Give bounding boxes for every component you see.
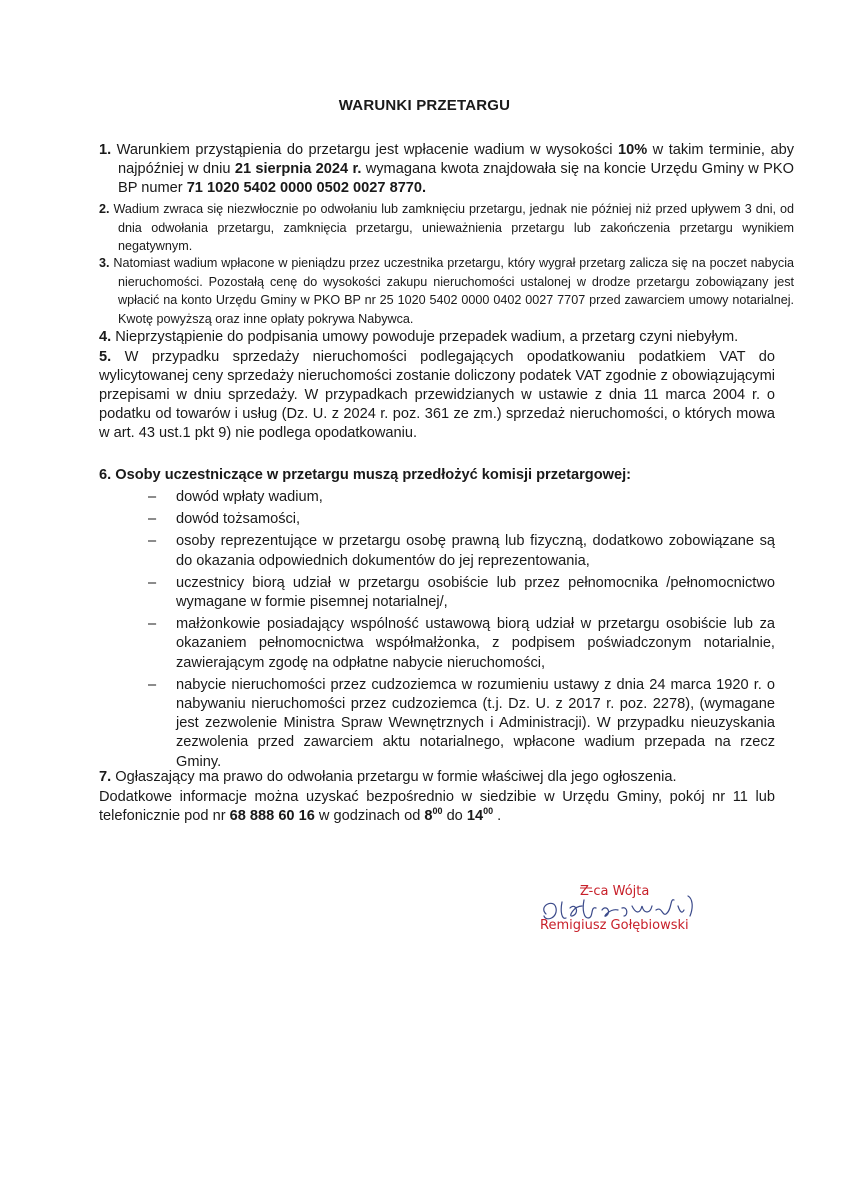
condition-text: Ogłaszający ma prawo do odwołania przetargu w formie właściwej dla jego ogłoszenia. (111, 769, 677, 785)
condition-4 (99, 328, 775, 347)
condition-number: 7. (99, 769, 112, 785)
list-item-text: nabycie nieruchomości przez cudzoziemca w rozumieniu ustawy z dnia 24 marca 1920 r. o nabywaniu nieruchomości przez cudzoziemca (t.j. Dz. U. z 2017 r. poz. 2278), (wymagane jest zezwolenie Ministra Spraw Wewnętrznych i Administracji). W przypadku nieuzyskania zezwolenia przed zawarciem aktu notarialnego, wpłacone wadium przepada na rzecz Gminy. (176, 676, 775, 770)
hours-from: $8^{00}$ (424, 806, 443, 824)
deposit-percent: 10% (617, 142, 648, 158)
bank-account-number: 71 1020 5402 0000 0502 0027 8770. (186, 180, 427, 196)
condition-1 (99, 141, 794, 198)
dash-bullet: – (148, 533, 157, 550)
contact-info (99, 788, 775, 826)
condition-number: 5. (99, 349, 112, 365)
list-item (148, 532, 775, 570)
condition-3 (99, 254, 794, 328)
list-item-text: dowód tożsamości, (176, 511, 301, 528)
dash-bullet: – (148, 574, 157, 591)
dash-bullet: – (148, 616, 157, 633)
condition-text: Nieprzystąpienie do podpisania umowy powoduje przepadek wadium, a przetarg czyni niebyłym. (111, 329, 739, 345)
contact-text: Dodatkowe informacje można uzyskać bezpośrednio w siedzibie w Urzędu Gminy, pokój nr 11 lub telefonicznie pod nr (99, 789, 775, 824)
hours-to: $14^{00}$ (466, 806, 494, 824)
condition-text: Warunkiem przystąpienia do przetargu jest wpłacenie wadium w wysokości (116, 142, 618, 158)
signature-role: Z-ca Wójta (580, 884, 650, 899)
condition-text: w takim terminie, aby najpóźniej w dniu (118, 142, 794, 177)
condition-number: 3. (99, 256, 110, 270)
document-title: WARUNKI PRZETARGU (338, 97, 511, 114)
condition-5 (99, 348, 775, 443)
contact-text: do (442, 808, 467, 824)
signature-stamp (532, 884, 712, 944)
condition-7 (99, 768, 775, 787)
list-item-text: dowód wpłaty wadium, (176, 489, 323, 505)
list-item (148, 615, 775, 673)
signature-name: Remigiusz Gołębiowski (540, 918, 689, 933)
list-item (148, 676, 775, 772)
condition-text: W przypadku sprzedaży nieruchomości podlegających opodatkowaniu podatkiem VAT do wylicytowanej ceny sprzedaży nieruchomości zostanie doliczony podatek VAT zgodnie z obowiązującymi przepisami w dniu sprzedaży. W przypadkach przewidzianych w ustawie z dnia 11 marca 2004 r. o podatku od towarów i usług (Dz. U. z 2024 r. poz. 361 ze zm.) sprzedaż nieruchomości, o których mowa w art. 43 ust.1 pkt 9) nie podlega opodatkowaniu. (99, 349, 775, 441)
condition-number: 2. (99, 202, 110, 216)
condition-number: 4. (99, 329, 112, 345)
condition-number: 1. (99, 142, 112, 158)
dash-bullet: – (148, 511, 157, 528)
list-item (148, 510, 775, 529)
condition-2 (99, 200, 794, 256)
contact-text: . (493, 808, 502, 824)
condition-text: Natomiast wadium wpłacone w pieniądzu przez uczestnika przetargu, który wygrał przetarg zalicza się na poczet nabycia nieruchomości. Pozostałą cenę do wysokości zakupu nieruchomości ustalonej w drodze przetargu zobowiązany jest wpłacić na konto Urzędu Gminy w PKO BP nr 25 1020 5402 0000 0402 0027 7707 przed zawarciem umowy notarialnej. Kwotę powyższą oraz inne opłaty pokrywa Nabywca. (113, 256, 794, 326)
phone-number: 68 888 60 16 (229, 808, 315, 824)
required-documents-list (148, 488, 775, 772)
dash-bullet: – (148, 489, 157, 505)
list-item-text: osoby reprezentujące w przetargu osobę prawną lub fizyczną, dodatkowo zobowiązane są do okazania odpowiednich dokumentów do jej reprezentowania, (176, 533, 775, 569)
condition-6-heading: 6. Osoby uczestniczące w przetargu muszą przedłożyć komisji przetargowej: (99, 467, 632, 483)
contact-text: w godzinach od (314, 808, 425, 824)
dash-bullet: – (148, 676, 157, 693)
deposit-deadline: 21 sierpnia 2024 r. (234, 161, 362, 177)
condition-text: Wadium zwraca się niezwłocznie po odwołaniu lub zamknięciu przetargu, jednak nie później niż przed upływem 3 dni, od dnia odwołania przetargu, zamknięcia przetargu, unieważnienia przetargu lub zakończenia przetargu wynikiem negatywnym. (113, 202, 794, 253)
list-item-text: uczestnicy biorą udział w przetargu osobiście lub przez pełnomocnika /pełnomocnictwo wymagane w formie pisemnej notarialnej/, (176, 574, 775, 611)
list-item-text: małżonkowie posiadający wspólność ustawową biorą udział w przetargu osobiście lub za okazaniem pełnomocnictwa współmałżonka, z podpisem poświadczonym notarialnie, zawierającym zgodę na odpłatne nabycie nieruchomości, (176, 616, 775, 671)
list-item (148, 574, 775, 612)
list-item (148, 488, 775, 507)
condition-text: wymagana kwota znajdowała się na koncie Urzędu Gminy w PKO BP numer (118, 161, 794, 196)
